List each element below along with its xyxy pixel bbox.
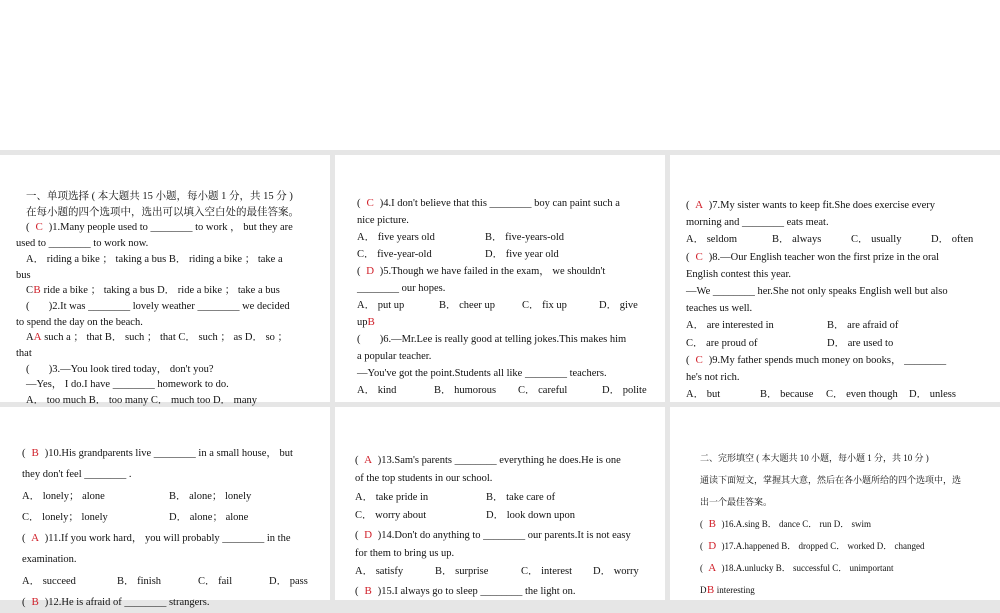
question-6-stem2: a popular teacher. [357,351,432,362]
question-4: ( C )4.I don't believe that this ________ boy can paint such a [357,195,655,212]
section2-heading: 二、完形填空 ( 本大题共 10 小题，每小题 1 分，共 10 分 ) [700,453,929,463]
answer-18: A [708,562,717,574]
question-10: ( B )10.His grandparents live ________ in a small house， but [22,443,318,464]
question-1-stem2: used to ________ to work now. [16,238,149,250]
question-9-options: A． but B． because C． even though D． unless [686,389,956,401]
question-8-options-ab: A． are interested in B． are afraid of [686,320,899,332]
question-13-options-ab: A． take pride in B． take care of [355,491,556,503]
question-11-stem2: examination. [22,554,77,566]
question-10-options-ab: A． lonely； alone B． alone； lonely [22,490,252,502]
question-6: ( )6.—Mr.Lee is really good at telling jokes.This makes him [357,334,627,345]
page-panel-1 [0,155,330,407]
question-10-options-cd: C． lonely； lonely D． alone； alone [22,511,249,523]
question-6-stem3: —You've got the point.Students all like ________ teachers. [357,368,607,379]
question-12: ( B )12.He is afraid of ________ strangers. [22,592,318,613]
section2-instruction-2: 出一个最佳答案。 [700,497,773,507]
answer-13: A [364,454,373,466]
answer-4: C [366,197,374,209]
question-4-options-ab: A． five years old B． five-years-old [357,232,565,243]
question-15: ( B )15.I always go to sleep ________ the light on. [355,582,655,601]
answer-10: B [31,447,39,459]
question-8-stem4: teaches us well. [686,303,753,315]
question-1-options-b-cont: bus [16,269,31,281]
answer-18-mark: B [706,584,715,596]
answer-12: B [31,596,39,609]
question-16: ( B )16.A.sing B． dance C． run D． swim [700,513,990,535]
answer-8: C [695,250,703,263]
question-2-stem2: to spend the day on the beach. [16,316,143,328]
question-14: ( D )14.Don't do anything to ________ our parents.It is not easy [355,526,655,545]
answer-14: D [364,528,373,541]
question-13-options-cd: C． worry about D． look down upon [355,510,575,522]
page-panel-6 [670,407,1000,600]
answer-1: C [35,221,43,234]
question-14-stem2: for them to bring us up. [355,548,455,560]
question-2-options: AA such a ； that B． such ； that C． such ； as D． so ； [16,330,318,346]
question-2: ( )2.It was ________ lovely weather ________ we decided [26,300,290,312]
answer-15: B [364,584,372,597]
question-10-stem2: they don't feel ________ . [22,469,132,481]
question-13: ( A )13.Sam's parents ________ everything he does.He is one [355,451,655,470]
question-5-options-cont: upB [357,314,655,331]
page-panel-2 [335,155,665,402]
answer-16: B [708,518,716,530]
question-17: ( D )17.A.happened B． dropped C． worked D． changed [700,535,990,557]
section1-heading: 一、单项选择 ( 本大题共 15 小题，每小题 1 分，共 15 分 ) [26,191,293,202]
answer-2: A [33,331,42,344]
question-4-stem2: nice picture. [357,215,409,226]
question-7-options: A． seldom B． always C． usually D． often [686,234,974,246]
question-1: ( C )1.Many people used to ________ to work ， but they are [16,220,318,236]
question-11-options: A． succeed B． finish C． fail D． pass [22,575,308,587]
question-7: ( A )7.My sister wants to keep fit.She does exercise every [686,197,990,214]
question-2-options-cont: that [16,348,32,360]
question-7-stem2: morning and ________ eats meat. [686,217,829,229]
question-1-options-cd: CB ride a bike ； taking a bus D． ride a bike ； take a bus [16,283,318,299]
question-3-stem2: —Yes， I do.I have ________ homework to do. [26,379,229,391]
question-3: ( )3.—You look tired today， don't you? [26,363,214,375]
answer-1-mark: B [33,284,41,297]
answer-7: A [695,199,704,211]
answer-11: A [31,532,40,545]
question-18-option-d: DB interesting [700,579,990,601]
question-5-options: A． put up B． cheer up C． fix up D． give [357,300,638,311]
question-9: ( C )9.My father spends much money on books， ________ [686,352,990,369]
question-5: ( D )5.Though we have failed in the exam， we shouldn't [357,263,655,280]
question-3-options: A． too much B． too many C． much too D． many [26,395,257,407]
page-panel-4 [0,407,330,609]
question-1-options-ab: A． riding a bike ； taking a bus B． riding a bike ； take a [26,253,283,265]
question-4-options-cd: C． five-year-old D． five year old [357,249,559,260]
section2-instruction-1: 通读下面短文，掌握其大意，然后在各小题所给的四个选项中，选 [700,475,962,485]
section1-instruction: 在每小题的四个选项中，选出可以填入空白处的最佳答案。 [26,206,299,218]
page-panel-5 [335,407,665,600]
question-9-stem2: he's not rich. [686,372,740,384]
answer-5-mark: B [367,316,375,328]
question-14-options: A． satisfy B． surprise C． interest D． worry [355,566,639,578]
question-8: ( C )8.—Our English teacher won the first prize in the oral [686,249,990,266]
answer-9: C [695,353,703,366]
question-5-stem2: ________ our hopes. [357,283,446,294]
question-8-stem2: English contest this year. [686,268,791,280]
question-6-options: A． kind B． humorous C． careful D． polite [357,385,647,396]
question-13-stem2: of the top students in our school. [355,473,493,485]
question-18: ( A )18.A.unlucky B． successful C． unimportant [700,557,990,579]
question-11: ( A )11.If you work hard， you will probably ________ in the [22,528,318,549]
answer-5: D [366,265,375,277]
page-panel-3 [670,155,1000,402]
question-8-options-cd: C． are proud of D． are used to [686,337,894,349]
blank-top-area [0,0,1000,150]
question-8-stem3: —We ________ her.She not only speaks English well but also [686,286,948,298]
answer-17: D [708,540,717,552]
